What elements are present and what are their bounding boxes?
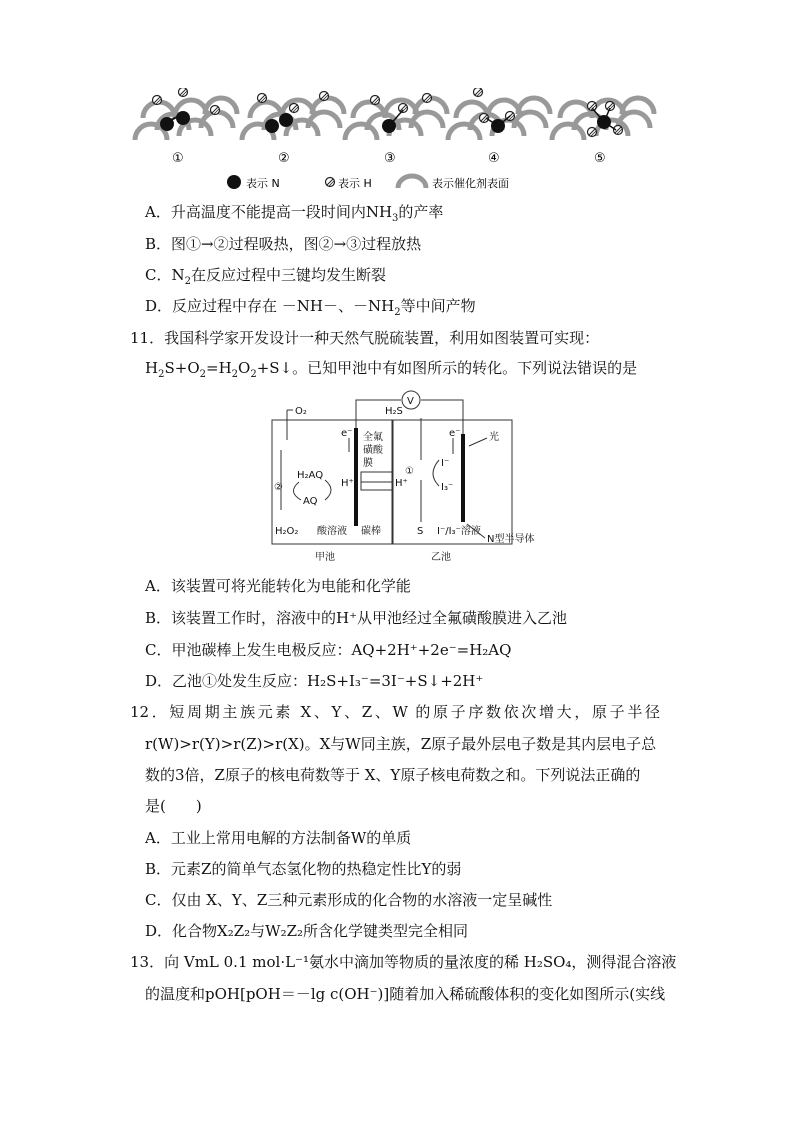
solution-label: I⁻/I₃⁻溶液 [437, 526, 481, 537]
q10-option-a-tail: 的产率 [398, 203, 444, 221]
aq-label: AQ [303, 496, 318, 507]
q12-option-b-text: B．元素Z的简单气态氢化物的热稳定性比Y的弱 [145, 860, 462, 878]
q13-stem-line1 [130, 952, 676, 972]
q10-option-b [145, 234, 421, 254]
q12-option-c [145, 890, 552, 910]
q10-option-d-tail: 等中间产物 [400, 297, 476, 315]
q13-stem-text1: 13．向 VmL 0.1 mol·L⁻¹氨水中滴加等物质的量浓度的稀 H₂SO₄，测得混合溶液 [130, 953, 677, 971]
stage-3-panel [345, 94, 447, 141]
q11-stem-line1 [130, 328, 599, 348]
membrane-label-1: 全氟 [363, 432, 383, 443]
legend-n-label: 表示 N [246, 177, 280, 190]
q11-s-d: 2 [199, 369, 206, 380]
q12-option-c-text: C．仅由 X、Y、Z三种元素形成的化合物的水溶液一定呈碱性 [145, 891, 553, 909]
legend-surface-icon [398, 176, 426, 188]
carbon-rod [354, 428, 358, 526]
stage-4-panel [448, 88, 550, 140]
q10-option-c-tail: 在反应过程中三键均发生断裂 [190, 266, 386, 284]
q12-stem-text4: 是( ) [145, 797, 202, 815]
h2o2-label: H₂O₂ [275, 526, 299, 537]
s-label: S [417, 526, 424, 537]
q10-option-b-text: B．图①→②过程吸热，图②→③过程放热 [145, 235, 422, 253]
catalyst-reaction-figure [130, 88, 670, 198]
carbon-label: 碳棒 [361, 526, 381, 537]
iminus-label: I⁻ [441, 458, 450, 469]
semiconductor-rod [461, 434, 465, 522]
stage-2-panel [242, 92, 344, 141]
q11-s-c: S+O [164, 359, 200, 377]
q11-stem-line2 [145, 358, 637, 378]
pool-2-label: 乙池 [431, 552, 451, 563]
semiconductor-label: N型半导体 [487, 534, 535, 545]
q10-option-d [145, 296, 476, 316]
o2-label: O₂ [295, 406, 307, 417]
stage-5-panel [552, 98, 654, 140]
q12-stem-text1: 12．短周期主族元素 X、Y、Z、W 的原子序数依次增大，原子半径 [130, 703, 660, 721]
q11-option-c [145, 640, 511, 660]
q11-option-a-text: A．该装置可将光能转化为电能和化学能 [145, 577, 411, 595]
membrane [361, 472, 393, 490]
q13-stem-text2: 的温度和pOH[pOH＝－lg c(OH⁻)]随着加入稀硫酸体积的变化如图所示(实线 [145, 985, 666, 1003]
q11-s-e: =H [206, 359, 232, 377]
q11-s-i: +S↓。已知甲池中有如图所示的转化。下列说法错误的是 [256, 359, 638, 377]
q11-s-b: 2 [158, 369, 165, 380]
stage-1-panel [135, 88, 237, 140]
h2aq-label: H₂AQ [297, 470, 324, 481]
q12-stem-text2: r(W)>r(Y)>r(Z)>r(X)。X与W同主族，Z原子最外层电子数是其内层电子总 [145, 735, 657, 753]
stage-label-1: ① [172, 151, 184, 166]
h-plus-mid-label: H⁺ [395, 478, 408, 489]
q11-s-h: 2 [250, 369, 257, 380]
stage-label-4: ④ [488, 151, 500, 166]
stage-label-3: ③ [384, 151, 396, 166]
stage-label-2: ② [278, 151, 290, 166]
membrane-label-2: 磺酸 [363, 445, 383, 456]
q11-stem-text1: 11．我国科学家开发设计一种天然气脱硫装置，利用如图装置可实现： [130, 329, 600, 347]
q10-option-c-head: C．N [145, 266, 185, 284]
membrane-label-3: 膜 [363, 458, 373, 469]
acid-label: 酸溶液 [317, 526, 347, 537]
q11-option-d [145, 671, 483, 691]
q12-option-a [145, 828, 411, 848]
q12-option-d [145, 921, 468, 941]
legend-n-icon [227, 175, 241, 189]
q12-stem-text3: 数的3倍，Z原子的核电荷数等于 X、Y原子核电荷数之和。下列说法正确的 [145, 766, 641, 784]
h-plus-left-label: H⁺ [341, 478, 354, 489]
stage-label-5: ⑤ [594, 151, 606, 166]
q11-option-c-text: C．甲池碳棒上发生电极反应：AQ+2H⁺+2e⁻=H₂AQ [145, 641, 512, 659]
pool-1-label: 甲池 [315, 552, 335, 563]
step-1-label: ① [405, 466, 414, 477]
q10-option-c-sub: 2 [184, 276, 191, 287]
q10-option-d-head: D．反应过程中存在 －NH－、－NH [145, 297, 395, 315]
q12-option-d-text: D．化合物X₂Z₂与W₂Z₂所含化学键类型完全相同 [145, 922, 469, 940]
q12-option-a-text: A．工业上常用电解的方法制备W的单质 [145, 829, 412, 847]
q11-option-a [145, 576, 411, 596]
legend-h-label: 表示 H [338, 177, 372, 190]
q11-option-b-text: B．该装置工作时，溶液中的H⁺从甲池经过全氟磺酸膜进入乙池 [145, 609, 568, 627]
q10-option-a-text: A．升高温度不能提高一段时间内NH [145, 203, 393, 221]
light-label: 光 [489, 432, 499, 443]
q11-cell-diagram [265, 390, 545, 566]
q11-s-g: O [238, 359, 251, 377]
voltmeter-label: V [407, 396, 414, 407]
q10-option-d-sub: 2 [394, 307, 401, 318]
q12-stem-line1 [130, 702, 660, 722]
h2s-label: H₂S [385, 406, 403, 417]
e-left-label: e⁻ [341, 428, 353, 439]
step-2-label: ② [274, 482, 283, 493]
q10-option-c [145, 265, 386, 285]
q11-s-a: H [145, 359, 159, 377]
q11-s-f: 2 [231, 369, 239, 380]
q11-option-b [145, 608, 567, 628]
q10-option-a [145, 202, 443, 222]
q12-option-b [145, 859, 461, 879]
i3-label: I₃⁻ [441, 482, 454, 493]
legend-surface-label: 表示催化剂表面 [432, 177, 509, 190]
q11-option-d-text: D．乙池①处发生反应：H₂S+I₃⁻=3I⁻+S↓+2H⁺ [145, 672, 484, 690]
q12-stem-line3 [145, 765, 640, 785]
q13-stem-line2 [145, 984, 665, 1004]
legend-h-icon [326, 178, 335, 187]
q10-option-a-sub: 3 [392, 213, 399, 224]
e-right-label: e⁻ [449, 428, 461, 439]
q12-stem-line4 [145, 796, 202, 816]
q12-stem-line2 [145, 734, 656, 754]
